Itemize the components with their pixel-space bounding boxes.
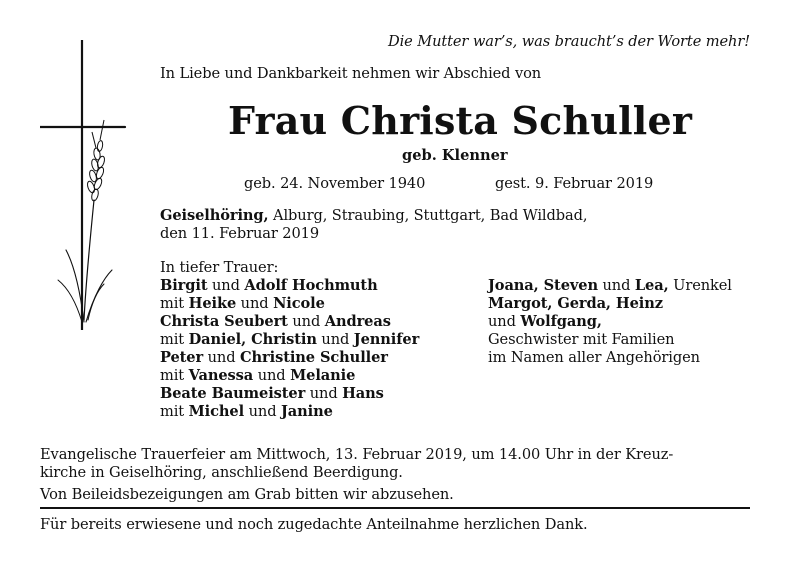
mourners-heading: In tiefer Trauer: xyxy=(160,259,279,276)
thanks-note: Für bereits erwiesene und noch zugedachte Anteilnahme herzlichen Dank. xyxy=(40,516,588,533)
maiden-name: geb. Klenner xyxy=(402,147,508,164)
mourners-list xyxy=(160,259,419,421)
list-item: mit Heike und Nicole xyxy=(160,295,325,312)
list-item: und Wolfgang, xyxy=(488,313,602,330)
intro-text: In Liebe und Dankbarkeit nehmen wir Abschied von xyxy=(160,65,542,82)
list-item: Joana, Steven und Lea, Urenkel xyxy=(488,277,732,294)
list-item: mit Michel und Janine xyxy=(160,403,333,420)
place-line xyxy=(160,207,587,225)
service-info-line-2: kirche in Geiselhöring, anschließend Beerdigung. xyxy=(40,464,403,481)
death-date: gest. 9. Februar 2019 xyxy=(495,175,654,192)
cross-with-wheat-icon xyxy=(40,40,140,330)
condolence-note: Von Beileidsbezeigungen am Grab bitten wir abzusehen. xyxy=(40,486,454,503)
list-item: Beate Baumeister und Hans xyxy=(160,385,384,402)
place-bold: Geiselhöring, xyxy=(160,207,269,224)
list-item: mit Vanessa und Melanie xyxy=(160,367,356,384)
birth-date: geb. 24. November 1940 xyxy=(244,175,426,192)
list-item: Peter und Christine Schuller xyxy=(160,349,388,366)
list-item: mit Daniel, Christin und Jennifer xyxy=(160,331,420,348)
family-list xyxy=(488,277,732,367)
list-item: Birgit und Adolf Hochmuth xyxy=(160,277,378,294)
motto: Die Mutter war’s, was braucht’s der Worte mehr! xyxy=(387,33,750,50)
list-item: Christa Seubert und Andreas xyxy=(160,313,391,330)
place-rest: Alburg, Straubing, Stuttgart, Bad Wildbad, xyxy=(268,207,588,224)
deceased-name: Frau Christa Schuller xyxy=(228,98,693,143)
divider xyxy=(40,507,750,509)
list-item: Geschwister mit Familien xyxy=(488,331,675,348)
service-info-line-1: Evangelische Trauerfeier am Mittwoch, 13. Februar 2019, um 14.00 Uhr in der Kreuz- xyxy=(40,446,674,463)
list-item: im Namen aller Angehörigen xyxy=(488,349,700,366)
date-line: den 11. Februar 2019 xyxy=(160,225,320,242)
list-item: Margot, Gerda, Heinz xyxy=(488,295,663,312)
